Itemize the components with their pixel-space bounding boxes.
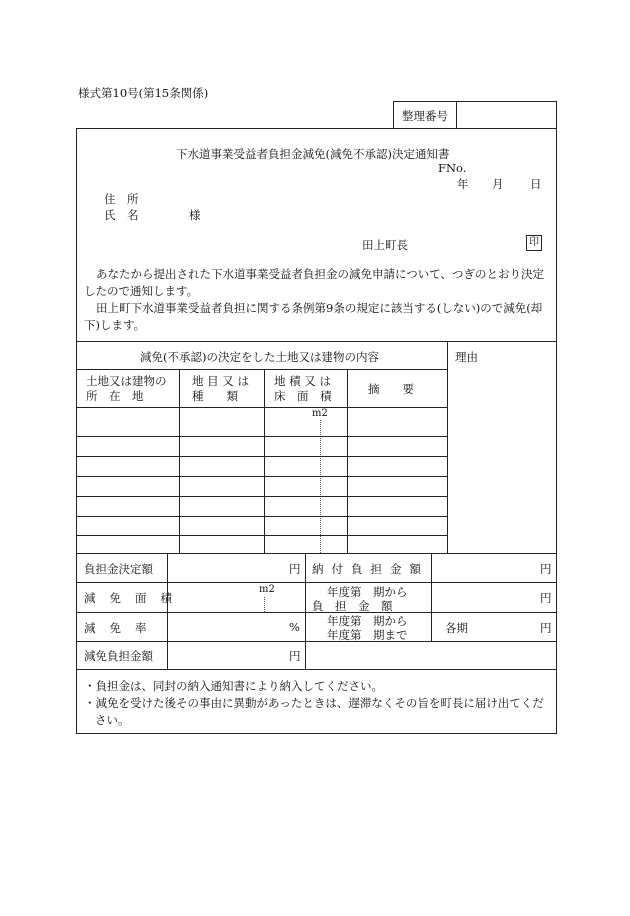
- area-header-line1: 地 積 又 は: [274, 374, 331, 388]
- reduced-amount-label: 減免負担金額: [84, 649, 153, 663]
- content-section-header: 減免(不承認)の決定をした土地又は建物の内容: [140, 350, 379, 364]
- period-end-label: 年度第 期まで: [327, 628, 408, 642]
- issuer-name: 田上町長: [362, 238, 408, 252]
- decided-amount-label: 負担金決定額: [84, 562, 153, 576]
- file-number-label: FNo.: [438, 161, 467, 175]
- row-line: [76, 476, 447, 477]
- name-label: 氏 名: [104, 208, 139, 222]
- totals-divider: [431, 553, 432, 641]
- totals-row-line: [76, 641, 557, 642]
- totals-top-line: [76, 553, 557, 554]
- reason-divider: [447, 341, 448, 553]
- row-line: [76, 496, 447, 497]
- each-period-label: 各期: [445, 621, 468, 635]
- note-item: ・減免を受けた後その事由に異動があったときは、遅滞なくその旨を町長に届け出てください。: [84, 696, 544, 727]
- note-item: ・負担金は、同封の納入通知書により納入してください。: [84, 679, 383, 693]
- type-header-line2: 種 類: [192, 389, 238, 403]
- burden-amount-label: 負 担 金 額: [312, 599, 393, 613]
- reduced-amount-yen: 円: [289, 649, 301, 663]
- column-divider: [179, 369, 180, 553]
- reason-header: 理由: [455, 350, 478, 364]
- totals-divider: [305, 553, 306, 669]
- seal-stamp: 印: [526, 235, 542, 251]
- decided-amount-yen: 円: [289, 562, 301, 576]
- burden-amount-yen: 円: [540, 591, 552, 605]
- totals-row-line: [76, 582, 557, 583]
- date-month: 月: [492, 177, 504, 191]
- decimal-guide: [264, 597, 265, 612]
- row-line: [76, 436, 447, 437]
- location-header-line1: 土地又は建物の: [86, 374, 167, 388]
- totals-bottom-line: [76, 669, 557, 670]
- form-number-label: 様式第10号(第15条関係): [78, 86, 209, 100]
- summary-header: 摘 要: [368, 382, 414, 396]
- notice-form-frame: [76, 128, 557, 734]
- location-header-line2: 所 在 地: [86, 389, 144, 403]
- row-line: [76, 407, 447, 408]
- row-line: [76, 535, 447, 536]
- section-header-line: [76, 369, 447, 370]
- payment-amount-yen: 円: [540, 562, 552, 576]
- reference-number-label: 整理番号: [402, 109, 448, 123]
- reference-divider: [456, 101, 457, 129]
- notice-title: 下水道事業受益者負担金減免(減免不承認)決定通知書: [176, 147, 450, 161]
- totals-divider: [167, 553, 168, 669]
- column-divider: [264, 369, 265, 553]
- body-paragraph-2: 田上町下水道事業受益者負担に関する条例第9条の規定に該当する(しない)ので減免(却下)します。: [84, 301, 543, 332]
- honorific: 様: [189, 208, 201, 222]
- each-period-yen: 円: [540, 621, 552, 635]
- type-header-line1: 地 目 又 は: [192, 374, 249, 388]
- decimal-guide: [320, 420, 321, 553]
- period-from-label: 年度第 期から: [327, 585, 408, 599]
- address-label: 住 所: [104, 192, 139, 206]
- reduced-area-label: 減免面積: [84, 591, 186, 605]
- date-year: 年: [457, 177, 469, 191]
- body-paragraph-1: あなたから提出された下水道事業受益者負担金の減免申請について、つぎのとおり決定したので通知します。: [84, 267, 545, 298]
- period-start-label: 年度第 期から: [327, 614, 408, 628]
- date-day: 日: [530, 177, 542, 191]
- section-top-line: [76, 341, 557, 342]
- area-unit-label: m2: [312, 408, 328, 419]
- row-line: [76, 456, 447, 457]
- area-header-line2: 床 面 積: [274, 389, 332, 403]
- reduction-rate-label: 減免率: [84, 621, 161, 635]
- payment-amount-label: 納付負担金額: [312, 562, 429, 576]
- column-divider: [347, 369, 348, 553]
- row-line: [76, 516, 447, 517]
- reduction-rate-percent: %: [289, 620, 300, 634]
- reduced-area-unit: m2: [259, 584, 275, 595]
